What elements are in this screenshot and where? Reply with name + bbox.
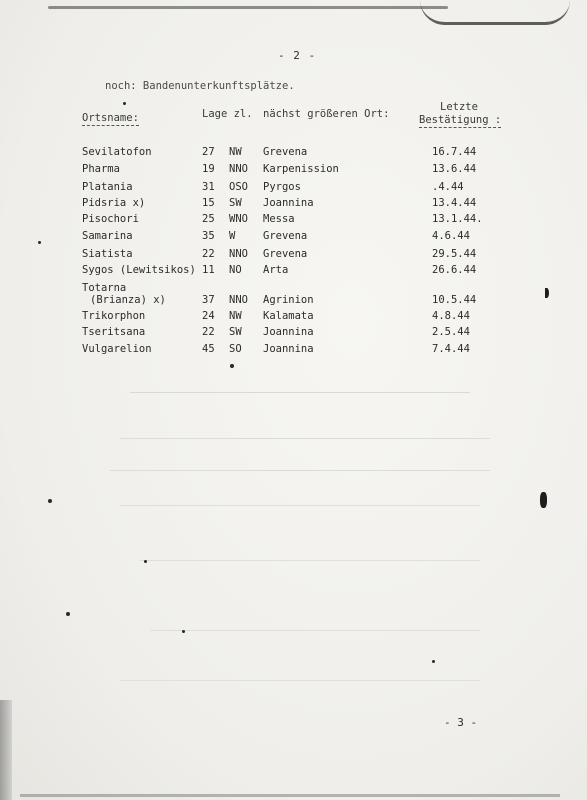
distance-km: 22 bbox=[202, 326, 215, 338]
distance-km: 22 bbox=[202, 248, 215, 260]
place-name: Vulgarelion bbox=[82, 343, 152, 355]
show-through-line bbox=[140, 560, 480, 561]
column-header-lage: Lage zl. bbox=[202, 108, 253, 120]
page-top-edge-shadow bbox=[48, 6, 448, 9]
direction: SW bbox=[229, 197, 242, 209]
confirmation-date: 13.4.44 bbox=[432, 197, 477, 209]
table-row bbox=[0, 146, 587, 160]
direction: OSO bbox=[229, 181, 248, 193]
table-row bbox=[0, 230, 587, 244]
ink-speck bbox=[123, 102, 126, 105]
table-row bbox=[0, 294, 587, 308]
nearest-town: Joannina bbox=[263, 197, 314, 209]
direction: NNO bbox=[229, 163, 248, 175]
ink-speck bbox=[432, 660, 435, 663]
confirmation-date: 13.6.44 bbox=[432, 163, 477, 175]
confirmation-date: 13.1.44. bbox=[432, 213, 483, 225]
column-header-bestaetigung: Bestätigung : bbox=[419, 114, 502, 126]
ink-speck bbox=[182, 630, 185, 633]
show-through-line bbox=[110, 470, 490, 471]
nearest-town: Grevena bbox=[263, 230, 308, 242]
distance-km: 35 bbox=[202, 230, 215, 242]
punch-hole-mark bbox=[545, 288, 549, 298]
direction: W bbox=[229, 230, 236, 242]
nearest-town: Grevena bbox=[263, 146, 308, 158]
confirmation-date: 4.6.44 bbox=[432, 230, 470, 242]
page-left-edge-shadow bbox=[0, 700, 12, 800]
page-corner-curl bbox=[420, 0, 570, 25]
distance-km: 25 bbox=[202, 213, 215, 225]
distance-km: 19 bbox=[202, 163, 215, 175]
nearest-town: Pyrgos bbox=[263, 181, 301, 193]
ink-speck bbox=[66, 612, 70, 616]
place-name: Platania bbox=[82, 181, 133, 193]
confirmation-date: 16.7.44 bbox=[432, 146, 477, 158]
table-row bbox=[0, 310, 587, 324]
table-row bbox=[0, 248, 587, 262]
page-bottom-edge-shadow bbox=[20, 794, 560, 797]
direction: WNO bbox=[229, 213, 248, 225]
show-through-line bbox=[120, 505, 480, 506]
place-name: Siatista bbox=[82, 248, 133, 260]
place-name: Trikorphon bbox=[82, 310, 146, 322]
page-number: - 2 - bbox=[278, 49, 317, 62]
direction: NNO bbox=[229, 294, 248, 306]
place-name: Tseritsana bbox=[82, 326, 146, 338]
next-page-number: - 3 - bbox=[444, 716, 478, 729]
section-heading: noch: Bandenunterkunftsplätze. bbox=[105, 80, 295, 92]
place-name: Pidsria x) bbox=[82, 197, 146, 209]
distance-km: 24 bbox=[202, 310, 215, 322]
direction: NO bbox=[229, 264, 242, 276]
nearest-town: Joannina bbox=[263, 343, 314, 355]
direction: SO bbox=[229, 343, 242, 355]
show-through-line bbox=[150, 630, 480, 631]
nearest-town: Kalamata bbox=[263, 310, 314, 322]
show-through-line bbox=[130, 392, 470, 393]
direction: NW bbox=[229, 146, 242, 158]
ink-speck bbox=[38, 241, 41, 244]
place-name: Pharma bbox=[82, 163, 120, 175]
confirmation-date: .4.44 bbox=[432, 181, 464, 193]
distance-km: 27 bbox=[202, 146, 215, 158]
table-row bbox=[0, 197, 587, 211]
confirmation-date: 7.4.44 bbox=[432, 343, 470, 355]
distance-km: 31 bbox=[202, 181, 215, 193]
place-name: Sygos (Lewitsikos) bbox=[82, 264, 196, 276]
place-name: Sevilatofon bbox=[82, 146, 152, 158]
confirmation-date: 10.5.44 bbox=[432, 294, 477, 306]
place-name: Totarna bbox=[82, 282, 127, 294]
nearest-town: Arta bbox=[263, 264, 289, 276]
table-row bbox=[0, 163, 587, 177]
column-header-naechster-ort: nächst größeren Ort: bbox=[263, 108, 390, 120]
punch-hole-mark bbox=[540, 492, 547, 508]
ink-speck bbox=[230, 364, 234, 368]
table-row bbox=[0, 181, 587, 195]
table-row bbox=[0, 213, 587, 227]
direction: NNO bbox=[229, 248, 248, 260]
show-through-line bbox=[120, 438, 490, 439]
distance-km: 37 bbox=[202, 294, 215, 306]
ink-speck bbox=[144, 560, 147, 563]
column-header-letzte: Letzte bbox=[440, 101, 478, 113]
ink-speck bbox=[48, 499, 52, 503]
confirmation-date: 29.5.44 bbox=[432, 248, 477, 260]
direction: SW bbox=[229, 326, 242, 338]
nearest-town: Messa bbox=[263, 213, 295, 225]
column-header-ortsname: Ortsname: bbox=[82, 112, 139, 124]
place-name: Samarina bbox=[82, 230, 133, 242]
confirmation-date: 26.6.44 bbox=[432, 264, 477, 276]
table-row bbox=[0, 264, 587, 278]
nearest-town: Karpenission bbox=[263, 163, 339, 175]
table-row bbox=[0, 326, 587, 340]
confirmation-date: 2.5.44 bbox=[432, 326, 470, 338]
nearest-town: Grevena bbox=[263, 248, 308, 260]
show-through-line bbox=[120, 680, 480, 681]
direction: NW bbox=[229, 310, 242, 322]
place-name: Pisochori bbox=[82, 213, 139, 225]
place-name-continued: (Brianza) x) bbox=[90, 294, 166, 306]
nearest-town: Joannina bbox=[263, 326, 314, 338]
nearest-town: Agrinion bbox=[263, 294, 314, 306]
distance-km: 11 bbox=[202, 264, 215, 276]
distance-km: 45 bbox=[202, 343, 215, 355]
distance-km: 15 bbox=[202, 197, 215, 209]
confirmation-date: 4.8.44 bbox=[432, 310, 470, 322]
table-row bbox=[0, 343, 587, 357]
